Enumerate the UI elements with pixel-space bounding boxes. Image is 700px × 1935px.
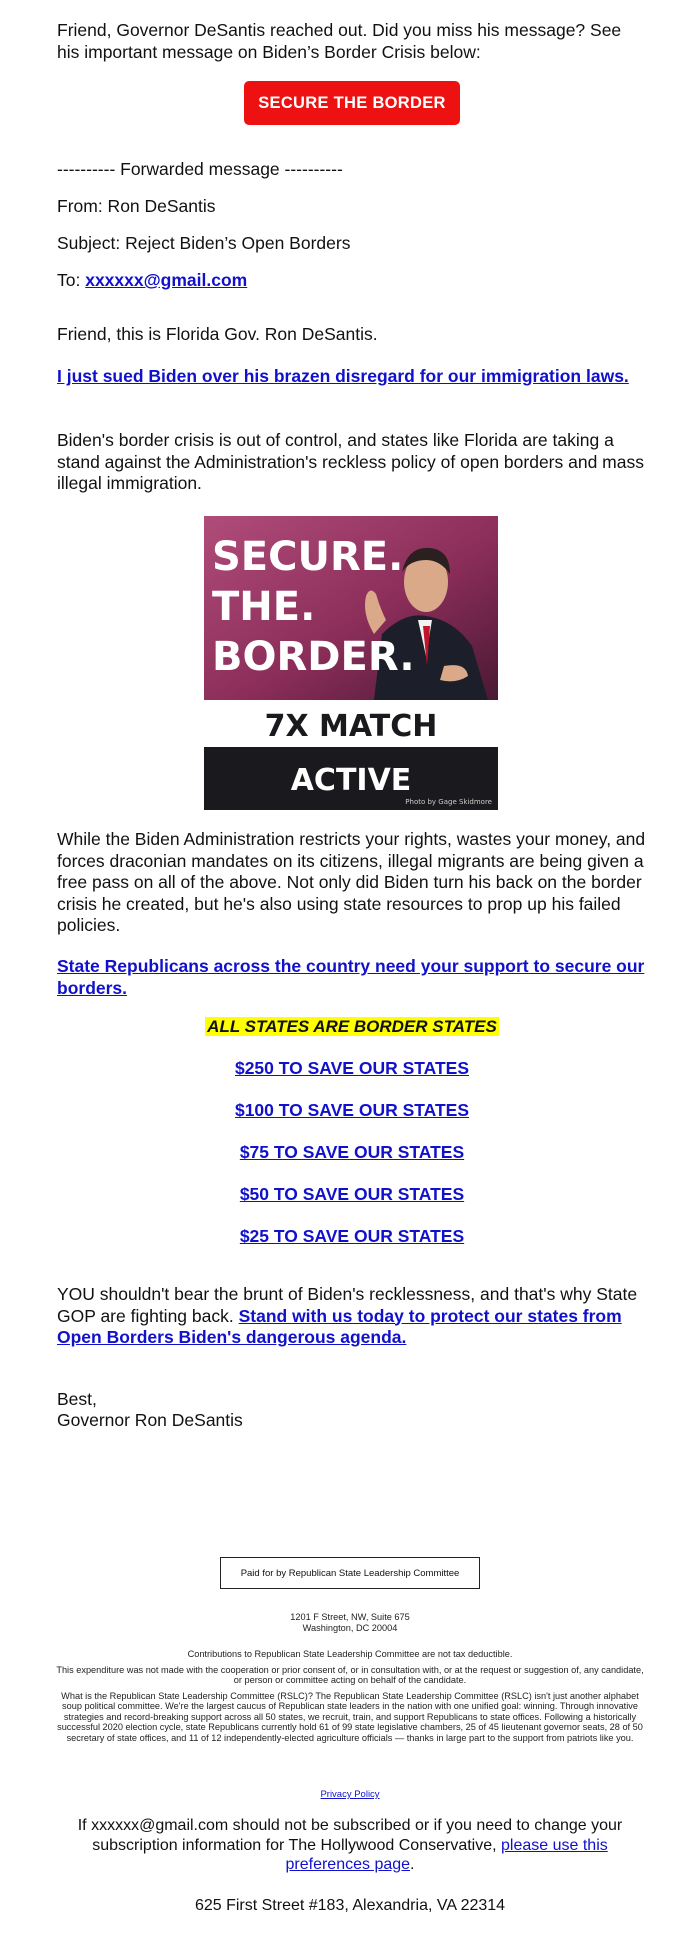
lawsuit-paragraph <box>57 366 647 388</box>
restricts-paragraph: While the Biden Administration restricts your rights, wastes your money, and forces draconian mandates on its citizens, illegal migrants are being given a free pass on all of the above. Not only did Biden turn his back on the border crisis he created, but he's also using state resources to prop up his failed policies. <box>57 829 646 935</box>
to-label: To: <box>57 270 86 290</box>
donate-row-25 <box>57 1226 647 1248</box>
hero-image[interactable] <box>204 516 498 810</box>
all-states-highlight: ALL STATES ARE BORDER STATES <box>207 1017 497 1036</box>
donate-row-100 <box>57 1100 647 1122</box>
mailing-address-row <box>0 1896 700 1916</box>
expenditure-note: This expenditure was not made with the cooperation or prior consent of, or in consultation with, or at the request or suggestion of, any candidate, or person or committee acting on behalf of the candidate. <box>56 1664 644 1685</box>
recklessness-text: YOU shouldn't bear the brunt of Biden's recklessness, and that's why State GOP are fighting back. <box>57 1284 638 1326</box>
signature: Governor Ron DeSantis <box>57 1410 243 1430</box>
address-line1: 1201 F Street, NW, Suite 675 <box>290 1612 410 1622</box>
to-email-link[interactable]: xxxxxx@gmail.com <box>85 270 248 290</box>
intro-text: Friend, Governor DeSantis reached out. Did you miss his message? See his important message on Biden’s Border Crisis below: <box>57 20 622 62</box>
recklessness-paragraph <box>57 1284 647 1349</box>
support-paragraph <box>57 956 647 999</box>
hero-graphic <box>204 516 498 810</box>
donate-250-link[interactable]: $250 TO SAVE OUR STATES <box>234 1058 470 1078</box>
donate-100-link[interactable]: $100 TO SAVE OUR STATES <box>234 1100 470 1120</box>
border-crisis-paragraph: Biden's border crisis is out of control, and states like Florida are taking a stand against the Administration's reckless policy of open borders and mass illegal immigration. <box>57 430 644 493</box>
highlight-line <box>57 1016 647 1038</box>
unsubscribe-prefix: If xxxxxx@gmail.com should not be subscribed or if you need to change your subscription information for The Hollywood Conservative, <box>77 1817 623 1854</box>
support-link[interactable]: State Republicans across the country need your support to secure our borders. <box>57 956 645 998</box>
donate-row-250 <box>57 1058 647 1080</box>
preferences-link[interactable]: please use this preferences page <box>285 1836 608 1873</box>
secure-border-button[interactable]: SECURE THE BORDER <box>244 81 460 125</box>
lawsuit-link[interactable]: I just sued Biden over his brazen disregard for our immigration laws. <box>57 366 629 386</box>
signoff: Best, <box>57 1389 97 1409</box>
footer-legal <box>52 1612 648 1743</box>
hero-line3: BORDER. <box>212 634 415 680</box>
forwarded-divider: ---------- Forwarded message ---------- <box>57 159 343 179</box>
subject-line: Subject: Reject Biden’s Open Borders <box>57 233 351 253</box>
donate-50-link[interactable]: $50 TO SAVE OUR STATES <box>239 1184 465 1204</box>
greeting-text: Friend, this is Florida Gov. Ron DeSantis. <box>57 324 378 344</box>
hero-credit: Photo by Gage Skidmore <box>405 798 492 806</box>
mailing-address: 625 First Street #183, Alexandria, VA 22314 <box>194 1897 506 1914</box>
privacy-row <box>0 1784 700 1802</box>
privacy-policy-link[interactable]: Privacy Policy <box>320 1789 380 1800</box>
donate-row-50 <box>57 1184 647 1206</box>
donate-75-link[interactable]: $75 TO SAVE OUR STATES <box>239 1142 465 1162</box>
unsubscribe-text <box>70 1816 630 1875</box>
from-line: From: Ron DeSantis <box>57 196 216 216</box>
stand-with-us-link[interactable]: Stand with us today to protect our states from Open Borders Biden's dangerous agenda. <box>57 1305 622 1347</box>
footer <box>0 1557 700 1589</box>
hero-active: ACTIVE <box>290 763 412 798</box>
donate-25-link[interactable]: $25 TO SAVE OUR STATES <box>239 1226 465 1246</box>
paid-for-box: Paid for by Republican State Leadership Committee <box>220 1557 480 1589</box>
unsubscribe-block <box>70 1816 630 1875</box>
donate-row-75 <box>57 1142 647 1164</box>
unsubscribe-suffix: . <box>410 1856 415 1873</box>
tax-note: Contributions to Republican State Leadership Committee are not tax deductible. <box>187 1649 513 1659</box>
hero-line1: SECURE. <box>212 534 404 580</box>
hero-match: 7X MATCH <box>264 709 438 744</box>
hero-line2: THE. <box>212 584 316 630</box>
to-line <box>57 270 647 292</box>
address-line2: Washington, DC 20004 <box>302 1622 398 1633</box>
rslc-about: What is the Republican State Leadership Committee (RSLC)? The Republican State Leadership Committee (RSLC) isn't just another alphabet soup political committee. We're the largest caucus of Republican state leaders in the nation with one unified goal: winning. Through innovative strategies and record-breaking support across all 50 states, we recruit, train, and support Republicans to state offices. Following a historically successful 2020 election cycle, state Republicans currently hold 61 of 99 state legislative chambers, 25 of 45 lieutenant governor seats, 28 of 50 secretary of state offices, and 11 of 12 independently-elected agriculture officials — thanks in large part to the support from patriots like you. <box>57 1690 643 1743</box>
cta-wrap <box>57 81 647 125</box>
